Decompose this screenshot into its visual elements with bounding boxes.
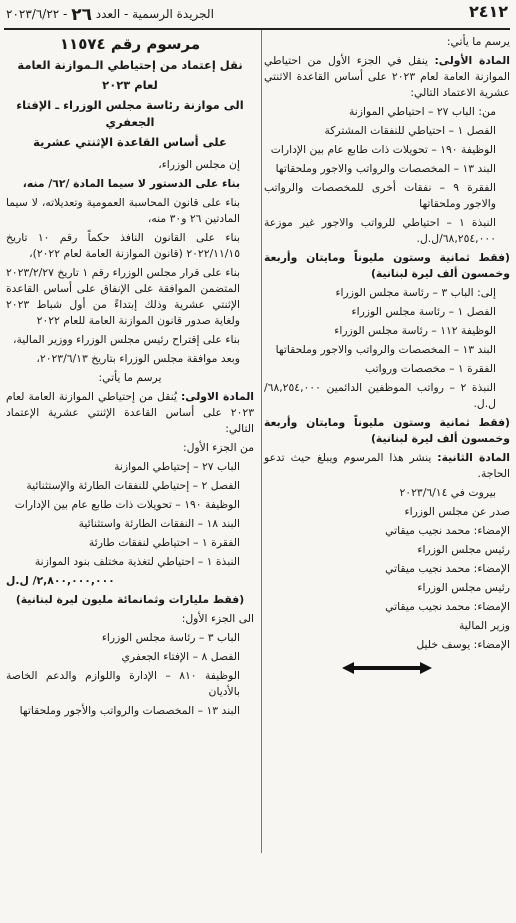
article-2 (264, 450, 510, 482)
from-function: الوظيفة ١٩٠ – تحويلات ذات طابع عام بين الإدارات (270, 143, 496, 156)
decree-phrase: يرسم ما يأتي: (446, 35, 510, 48)
article-1 (6, 389, 254, 437)
transfer-amount: ٢,٨٠٠,٠٠٠,٠٠٠/ ل.ل (6, 574, 115, 587)
to-chapter: إلى: الباب ٣ – رئاسة مجلس الوزراء (335, 286, 496, 299)
to-sub-item: النبذة ٢ – رواتب الموظفين الدائمين ٦٨,٢٥٤,٠٠٠/ل.ل. (264, 381, 497, 410)
end-arrow-icon (342, 661, 432, 675)
signature-pm-2: الإمضاء: محمد نجيب ميقاتي (385, 600, 510, 613)
page-number: ٢٤١٢ (468, 2, 508, 21)
to-chapter: الباب ٣ – رئاسة مجلس الوزراء (101, 631, 240, 644)
signature-pm-1: الإمضاء: محمد نجيب ميقاتي (385, 562, 510, 575)
decree-subtitle-2: لعام ٢٠٢٣ (102, 78, 158, 92)
from-section: الفصل ٢ – إحتياطي للنفقات الطارئة والإستثنائية (26, 479, 240, 492)
decree-subtitle-4: على أساس القاعدة الإثنتي عشرية (33, 135, 227, 149)
article-1-text: يُنقل من إحتياطي الموازنة العامة لعام ٢٠٢٣ على أساس القاعدة الإثنتي عشرية الإعتماد التالي: (6, 390, 254, 435)
pm-title-1: رئيس مجلس الوزراء (417, 543, 510, 556)
to-section: الفصل ٨ – الإفتاء الجعفري (121, 650, 240, 663)
article-1 (264, 53, 510, 101)
basis-constitution: بناء على الدستور لا سيما المادة /٦٢/ منه، (22, 177, 240, 190)
issue-number: ٢٦ (71, 5, 92, 25)
basis-budget-law: بناء على القانون النافذ حكماً رقم ١٠ تاريخ ٢٠٢٢/١١/١٥ (قانون الموازنة العامة لعام ٢٠٢٢)، (6, 231, 240, 260)
decree-subtitle-1: نقل إعتماد من إحتياطي الـموازنة العامة (17, 58, 243, 72)
to-function: الوظيفة ٨١٠ – الإدارة واللوازم والدعم الخاصة بالأديان (6, 669, 240, 698)
to-section: الفصل ١ – رئاسة مجلس الوزراء (351, 305, 496, 318)
to-item: البند ١٣ – المخصصات والرواتب والأجور وملحقاتها (19, 704, 240, 717)
finance-minister-title: وزير المالية (459, 619, 510, 632)
cabinet-approval: وبعد موافقة مجلس الوزراء بتاريخ ٢٠٢٣/٦/١٣، (36, 352, 240, 365)
to-para: الفقرة ١ – مخصصات ورواتب (365, 362, 496, 375)
from-item: البند ١٣ – المخصصات والرواتب والاجور وملحقاتها (275, 162, 496, 175)
from-chapter: الباب ٢٧ – إحتياطي الموازنة (114, 460, 240, 473)
page-header (4, 2, 510, 30)
left-column (6, 34, 254, 722)
gazette-name: الجريدة الرسمية - العدد (95, 7, 214, 21)
basis-proposal: بناء على إقتراح رئيس مجلس الوزراء ووزير المالية، (13, 333, 240, 346)
from-item: البند ١٨ – النفقات الطارئة واستثنائية (78, 517, 240, 530)
from-section: الفصل ١ – احتياطي للنفقات المشتركة (324, 124, 496, 137)
cabinet-phrase: إن مجلس الوزراء، (158, 158, 240, 171)
gazette-header (6, 5, 214, 25)
article-2-label: المادة الثانية: (437, 451, 510, 464)
article-2-text: ينشر هذا المرسوم ويبلغ حيث تدعو الحاجة. (264, 451, 510, 480)
pm-title-2: رئيس مجلس الوزراء (417, 581, 510, 594)
decree-title: مرسوم رقم ١١٥٧٤ (59, 35, 201, 53)
from-para: الفقرة ١ – احتياطي لنفقات طارئة (88, 536, 240, 549)
to-function: الوظيفة ١١٢ – رئاسة مجلس الوزراء (334, 324, 496, 337)
basis-accounting-law: بناء على قانون المحاسبة العمومية وتعديلاته، لا سيما المادتين ٢٦ و٣٠ منه، (6, 196, 240, 225)
to-item: البند ١٣ – المخصصات والرواتب والاجور وملحقاتها (275, 343, 496, 356)
issue-date: - ٢٠٢٣/٦/٢٢ (6, 7, 68, 21)
issued-by: صدر عن مجلس الوزراء (404, 505, 510, 518)
article-1-label: المادة الأولى: (434, 54, 510, 67)
end-of-decree-mark (264, 661, 510, 675)
to-part: الى الجزء الأول: (181, 612, 254, 625)
article-1-text: ينقل في الجزء الأول من احتياطي الموازنة العامة لعام ٢٠٢٣ على أساس القاعدة الاثنتي عشرية الاعتماد التالي: (264, 54, 510, 99)
from-sub-item: النبذة ١ – احتياطي لتغذية مختلف بنود الموازنة (34, 555, 240, 568)
from-para: الفقرة ٩ – نفقات أخرى للمخصصات والرواتب والاجور وملحقاتها (264, 181, 497, 210)
article-1-label: المادة الاولى: (180, 390, 254, 403)
from-sub-item: النبذة ١ – احتياطي للرواتب والاجور غير موزعة ٦٨,٢٥٤,٠٠٠/ل.ل. (264, 216, 497, 245)
right-column (264, 34, 510, 675)
amount-words-1: (فقط ثمانية وستون مليوناً ومايتان وأربعة وخمسون ألف ليرة لبنانية) (264, 251, 510, 280)
signature-president: الإمضاء: محمد نجيب ميقاتي (385, 524, 510, 537)
from-chapter: من: الباب ٢٧ – احتياطي الموازنة (348, 105, 496, 118)
from-function: الوظيفة ١٩٠ – تحويلات ذات طابع عام بين الإدارات (14, 498, 240, 511)
decree-subtitle-3: الى موازنة رئاسة مجلس الوزراء ـ الإفتاء الجعفري (16, 98, 244, 129)
signature-finance-minister: الإمضاء: يوسف خليل (416, 638, 510, 651)
decree-phrase: يرسم ما يأتي: (98, 371, 162, 384)
from-part: من الجزء الأول: (182, 441, 254, 454)
amount-words-2: (فقط ثمانية وستون مليوناً ومايتان وأربعة وخمسون ألف ليرة لبنانية) (264, 416, 510, 445)
basis-cabinet-decision: بناء على قرار مجلس الوزراء رقم ١ تاريخ ٢٠٢٣/٢/٢٧ المتضمن الموافقة على الإنفاق على أساس القاعدة الإثنتي عشرية وذلك إبتداءً من أول شباط ٢٠٢٣ ولغاية صدور قانون الموازنة العامة للعام ٢٠٢٢ (6, 266, 240, 327)
amount-words: (فقط مليارات وثمانمائة مليون ليرة لبنانية) (15, 593, 245, 606)
place-date: بيروت في ٢٠٢٣/٦/١٤ (399, 486, 496, 499)
column-divider (261, 30, 262, 853)
